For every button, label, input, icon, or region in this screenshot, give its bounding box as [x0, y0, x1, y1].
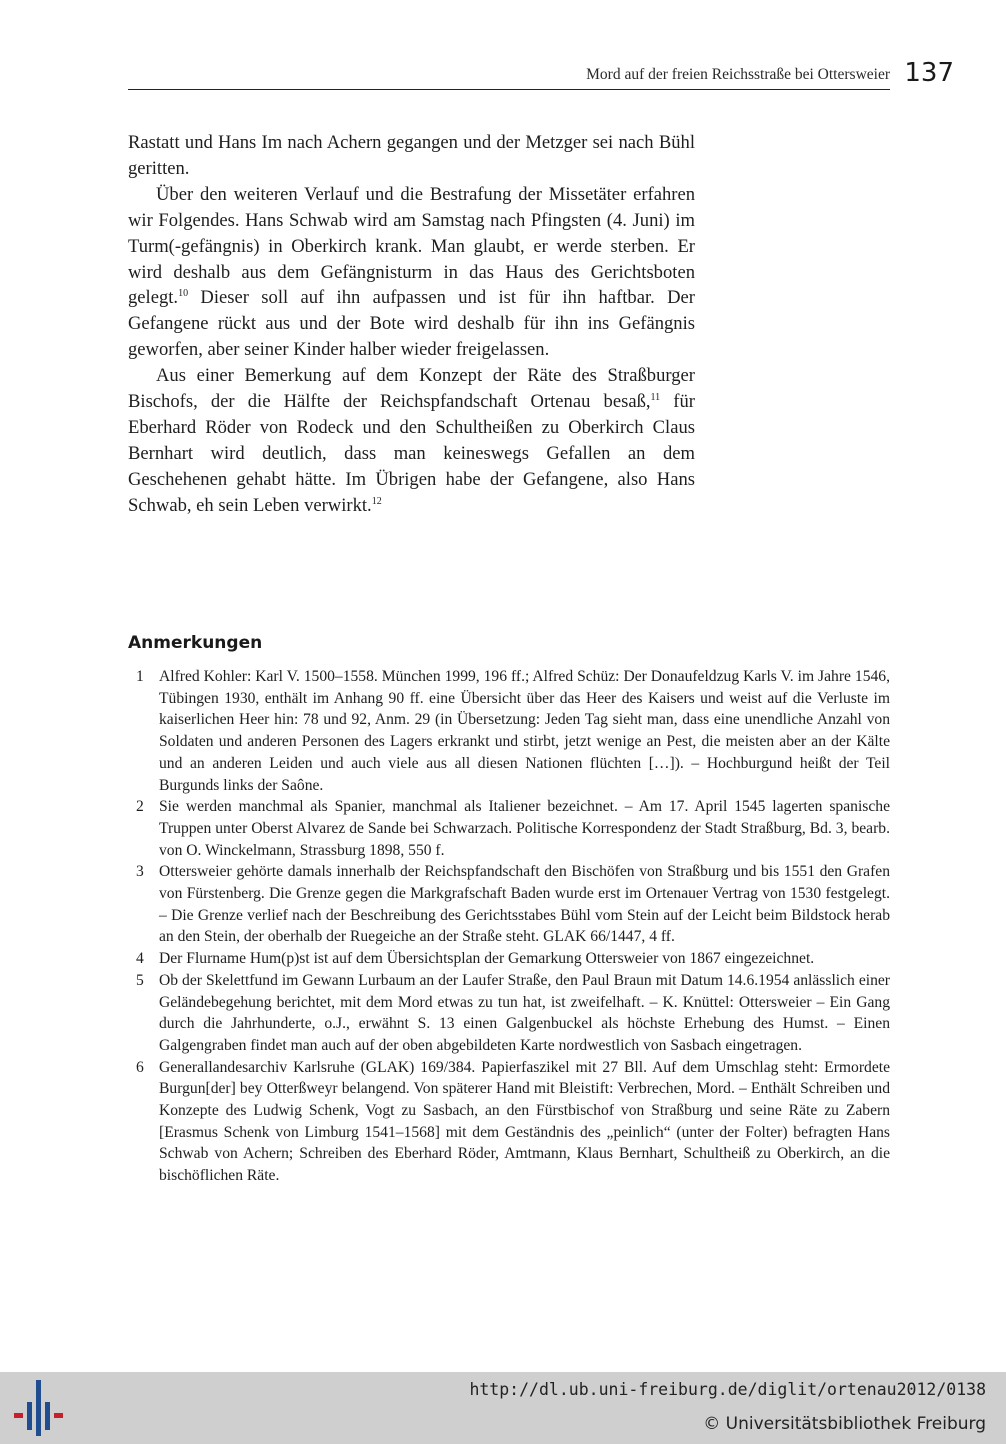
- note-number: 3: [136, 863, 144, 881]
- note-text: Ottersweier gehörte damals innerhalb der Reichspfandschaft den Bischöfen von Straßburg und bis 1551 den Grafen von Fürstenberg. Die Grenze gegen die Markgrafschaft Baden wurde erst im Ortenauer Vertrag von 1530 festgelegt. – Die Grenze verlief nach der Beschreibung des Gerichtsstabes Bühl vom Stein auf der Leicht beim Bildstock herab an den Stein, der oberhalb der Ruegeiche an der Straße steht. GLAK 66/1447, 4 ff.: [159, 863, 890, 946]
- note-item: [128, 666, 890, 796]
- footnote-ref-11[interactable]: 11: [650, 391, 661, 403]
- notes-list: [128, 666, 890, 1187]
- footnote-ref-10[interactable]: 10: [178, 288, 189, 300]
- source-url-link[interactable]: http://dl.ub.uni-freiburg.de/diglit/ortenau2012/0138: [469, 1380, 986, 1399]
- paragraph-text: Aus einer Bemerkung auf dem Konzept der Räte des Straßburger Bischofs, der die Hälfte der Reichspfandschaft Ortenau besaß,: [128, 365, 695, 413]
- note-item: [128, 948, 890, 970]
- note-text: Sie werden manchmal als Spanier, manchmal als Italiener bezeichnet. – Am 17. April 1545 lagerten spanische Truppen unter Oberst Alvarez de Sande bei Schwarzach. Politische Korrespondenz der Stadt Straßburg, Bd. 3, bearb. von O. Winckelmann, Strassburg 1898, 550 f.: [159, 798, 890, 859]
- copyright-text: © Universitätsbibliothek Freiburg: [703, 1414, 986, 1434]
- note-text: Alfred Kohler: Karl V. 1500–1558. München 1999, 196 ff.; Alfred Schüz: Der Donaufeldzug Karls V. im Jahre 1546, Tübingen 1930, enthält im Anhang 90 ff. eine Übersicht über das Heer des Kaisers und weist auf die Verluste im kaiserlichen Heer hin: 78 und 92, Anm. 29 (in Übersetzung: Jeden Tag sieht man, dass eine unendliche Anzahl von Soldaten und anderen Personen des Lagers erkrankt und stirbt, jetzt wenige an Pest, die meisten aber an der Kälte und an anderen Leiden und auch viele aus all diesen Nationen flüchten […]). – Hochburgund heißt der Teil Burgunds links der Saône.: [159, 668, 890, 794]
- note-number: 6: [136, 1058, 144, 1076]
- note-text: Der Flurname Hum(p)st ist auf dem Übersichtsplan der Gemarkung Ottersweier von 1867 eingezeichnet.: [159, 950, 815, 968]
- note-number: 1: [136, 668, 144, 685]
- body-text: [128, 130, 695, 519]
- paragraph-3: [128, 363, 695, 518]
- footnote-ref-12[interactable]: 12: [371, 495, 382, 507]
- note-number: 4: [136, 950, 144, 968]
- footer-bar: [0, 1372, 1006, 1444]
- note-text: Generallandesarchiv Karlsruhe (GLAK) 169/384. Papierfaszikel mit 27 Bll. Auf dem Umschlag steht: Ermordete Burgun[der] bey Otterßweyr belangend. Von späterer Hand mit Bleistift: Verbrechen, Mord. – Enthält Schreiben und Konzepte des Ludwig Schenk, Vogt zu Sasbach, an den Fürstbischof von Straßburg und seine Räte zu Zabern [Erasmus Schenk von Limburg 1541–1568] mit dem Geständnis des „peinlich“ (unter der Folter) befragten Hans Schwab von Achern; Schreiben des Eberhard Röder, Amtmann, Klaus Bernhart, Schultheiß zu Oberkirch, an die bischöflichen Räte.: [159, 1058, 890, 1185]
- paragraph-text: für Eberhard Röder von Rodeck und den Schultheißen zu Oberkirch Claus Bernhart wird deutlich, dass man keineswegs Gefallen an dem Geschehenen gehabt hätte. Im Übrigen habe der Gefangene, also Hans Schwab, eh sein Leben verwirkt.: [128, 391, 695, 516]
- running-header: [128, 58, 954, 92]
- paragraph-text: Über den weiteren Verlauf und die Bestrafung der Missetäter erfahren wir Folgendes. Hans Schwab wird am Samstag nach Pfingsten (4. Juni) im Turm(-gefängnis) in Oberkirch krank. Man glaubt, er werde sterben. Er wird deshalb aus dem Gefängnisturm in das Haus des Gerichtsboten gelegt.: [128, 183, 695, 309]
- note-number: 5: [136, 971, 144, 989]
- running-title: Mord auf der freien Reichsstraße bei Ottersweier: [586, 66, 890, 83]
- note-number: 2: [136, 798, 144, 816]
- paragraph-2: [128, 182, 695, 363]
- paragraph-text: Rastatt und Hans Im nach Achern gegangen und der Metzger sei nach Bühl geritten.: [128, 132, 695, 179]
- paragraph-1: [128, 130, 695, 182]
- note-item: [128, 796, 890, 861]
- note-item: [128, 861, 890, 948]
- header-rule: [128, 89, 890, 90]
- note-text: Ob der Skelettfund im Gewann Lurbaum an der Laufer Straße, den Paul Braun mit Datum 14.6.1954 anlässlich einer Geländebegehung berichtet, mit dem Mord etwas zu tun hat, ist zweifelhaft. – K. Knüttel: Ottersweier – Ein Gang durch die Jahrhunderte, o.J., erwähnt S. 13 einen Galgenbuckel als höchste Erhebung des Humst. – Einen Galgengraben findet man auch auf der oben abgebildeten Karte nordwestlich von Sasbach eingetragen.: [159, 971, 890, 1054]
- paragraph-text: Dieser soll auf ihn aufpassen und ist für ihn haftbar. Der Gefangene rückt aus und der Bote wird deshalb für ihn ins Gefängnis geworfen, aber seiner Kinder halber wieder freigelassen.: [128, 287, 695, 361]
- note-item: [128, 970, 890, 1057]
- notes-heading: Anmerkungen: [128, 633, 263, 653]
- ub-freiburg-logo-icon[interactable]: [12, 1380, 64, 1436]
- page-number: 137: [904, 58, 954, 88]
- note-item: [128, 1057, 890, 1187]
